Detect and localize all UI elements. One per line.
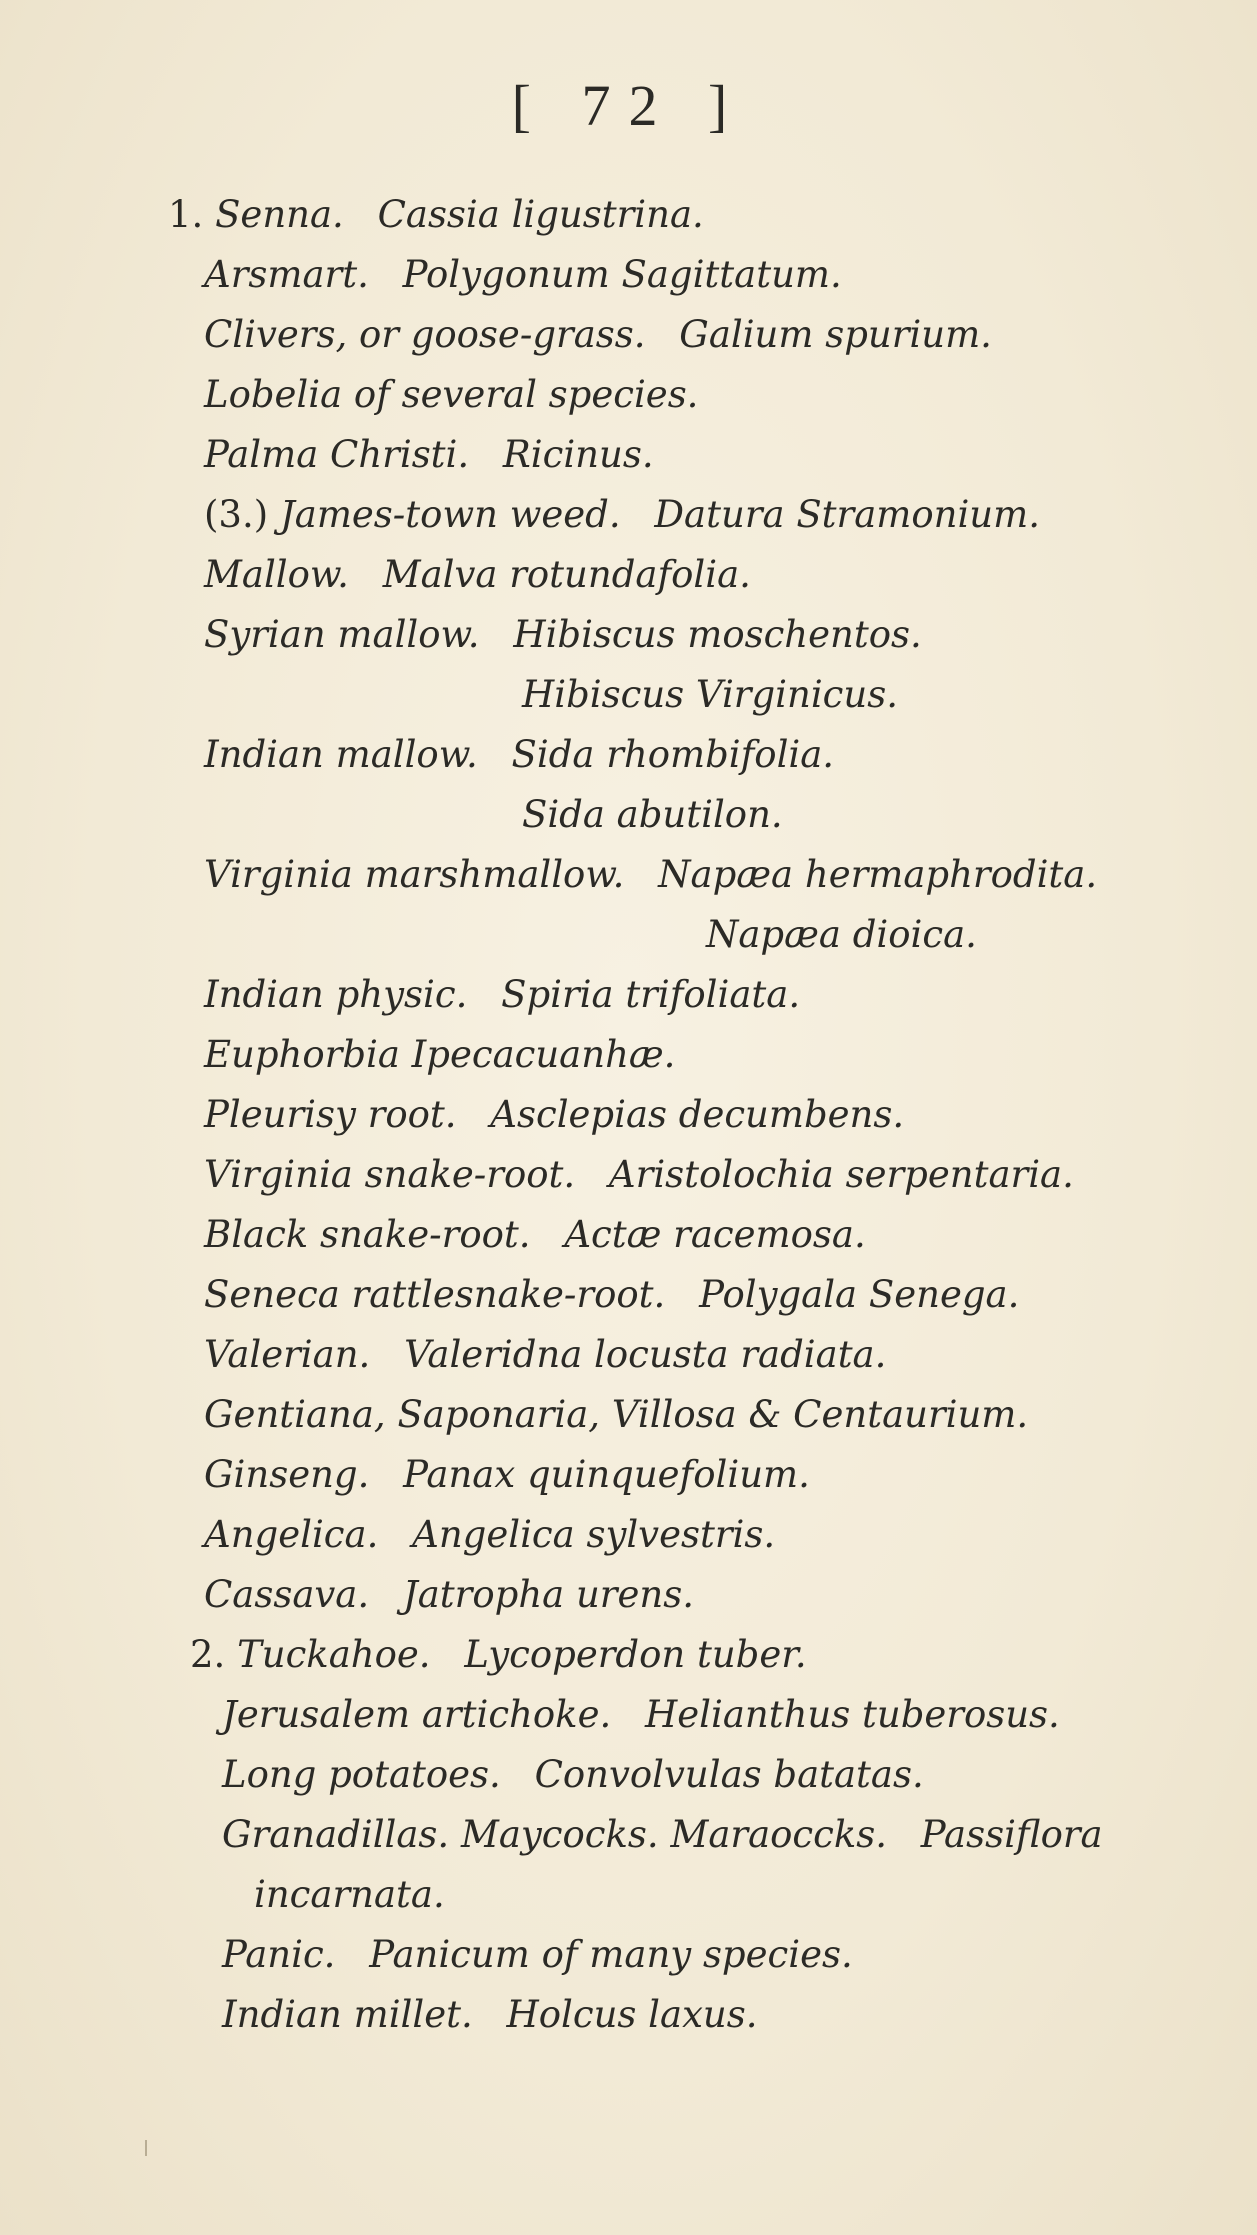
latin-name: Convolvulas batatas. bbox=[534, 1753, 924, 1796]
latin-name: Ricinus. bbox=[502, 433, 654, 476]
list-item bbox=[222, 1813, 1103, 1856]
list-item bbox=[222, 1993, 758, 2036]
common-name: Euphorbia Ipecacuanhæ. bbox=[204, 1033, 676, 1076]
common-name: Pleurisy root. bbox=[204, 1093, 457, 1136]
common-name: Virginia marshmallow. bbox=[204, 853, 625, 896]
latin-name: Sida rhombifolia. bbox=[511, 733, 835, 776]
latin-name: Asclepias decumbens. bbox=[490, 1093, 905, 1136]
latin-name: Malva rotundafolia. bbox=[382, 553, 751, 596]
section-number: (3.) bbox=[204, 493, 269, 536]
page-number: [ 72 ] bbox=[511, 73, 746, 138]
section-number: 2. bbox=[190, 1633, 226, 1676]
list-item bbox=[204, 1213, 866, 1256]
common-name: Ginseng. bbox=[204, 1453, 370, 1496]
latin-name: incarnata. bbox=[254, 1873, 445, 1916]
common-name: Cassava. bbox=[204, 1573, 370, 1616]
common-name: Valerian. bbox=[204, 1333, 371, 1376]
latin-name: Datura Stramonium. bbox=[654, 493, 1040, 536]
latin-name: Galium spurium. bbox=[679, 313, 992, 356]
list-item bbox=[706, 913, 977, 956]
latin-name: Spiria trifoliata. bbox=[501, 973, 801, 1016]
list-item bbox=[204, 553, 751, 596]
latin-name: Panax quinquefolium. bbox=[403, 1453, 810, 1496]
latin-name: Napæa dioica. bbox=[706, 913, 977, 956]
common-name: Granadillas. Maycocks. Maraoccks. bbox=[222, 1813, 888, 1856]
list-item bbox=[204, 373, 699, 416]
latin-name: Helianthus tuberosus. bbox=[645, 1693, 1060, 1736]
common-name: James-town weed. bbox=[279, 493, 621, 536]
latin-name: Hibiscus moschentos. bbox=[513, 613, 922, 656]
list-item bbox=[204, 1093, 905, 1136]
list-item bbox=[204, 433, 654, 476]
list-item bbox=[204, 1393, 1029, 1436]
list-item bbox=[222, 1753, 924, 1796]
list-item bbox=[204, 853, 1098, 896]
common-name: Indian millet. bbox=[222, 1993, 473, 2036]
common-name: Tuckahoe. bbox=[237, 1633, 431, 1676]
list-item bbox=[204, 1153, 1074, 1196]
common-name: Black snake-root. bbox=[204, 1213, 531, 1256]
common-name: Senna. bbox=[215, 193, 344, 236]
list-item bbox=[204, 973, 801, 1016]
list-item bbox=[222, 1693, 1060, 1736]
latin-name: Holcus laxus. bbox=[506, 1993, 758, 2036]
list-item bbox=[168, 193, 704, 236]
list-item bbox=[522, 673, 898, 716]
latin-name: Passiflora bbox=[920, 1813, 1103, 1856]
list-item bbox=[204, 1333, 887, 1376]
latin-name: Sida abutilon. bbox=[522, 793, 783, 836]
common-name: Panic. bbox=[222, 1933, 336, 1976]
common-name: Gentiana, Saponaria, Villosa & Centaurium. bbox=[204, 1393, 1029, 1436]
list-item bbox=[204, 1513, 776, 1556]
list-item bbox=[204, 253, 842, 296]
common-name: Indian mallow. bbox=[204, 733, 478, 776]
latin-name: Actæ racemosa. bbox=[564, 1213, 866, 1256]
latin-name: Angelica sylvestris. bbox=[412, 1513, 776, 1556]
common-name: Long potatoes. bbox=[222, 1753, 501, 1796]
latin-name: Hibiscus Virginicus. bbox=[522, 673, 898, 716]
list-item bbox=[254, 1873, 445, 1916]
list-item bbox=[204, 1453, 810, 1496]
common-name: Mallow. bbox=[204, 553, 349, 596]
list-item bbox=[204, 1033, 676, 1076]
latin-name: Polygonum Sagittatum. bbox=[402, 253, 842, 296]
common-name: Indian physic. bbox=[204, 973, 468, 1016]
list-item bbox=[204, 733, 835, 776]
common-name: Arsmart. bbox=[204, 253, 369, 296]
list-item bbox=[204, 313, 992, 356]
common-name: Palma Christi. bbox=[204, 433, 470, 476]
latin-name: Aristolochia serpentaria. bbox=[608, 1153, 1074, 1196]
list-item bbox=[204, 1573, 694, 1616]
list-item bbox=[222, 1933, 853, 1976]
list-item bbox=[204, 613, 922, 656]
list-item bbox=[190, 1633, 807, 1676]
latin-name: Polygala Senega. bbox=[699, 1273, 1020, 1316]
list-item bbox=[522, 793, 783, 836]
common-name: Clivers, or goose-grass. bbox=[204, 313, 646, 356]
common-name: Lobelia of several species. bbox=[204, 373, 699, 416]
latin-name: Cassia ligustrina. bbox=[377, 193, 704, 236]
common-name: Jerusalem artichoke. bbox=[222, 1693, 612, 1736]
latin-name: Lycoperdon tuber. bbox=[464, 1633, 807, 1676]
section-number: 1. bbox=[168, 193, 204, 236]
latin-name: Panicum of many species. bbox=[369, 1933, 853, 1976]
list-item bbox=[204, 1273, 1020, 1316]
latin-name: Napæa hermaphrodita. bbox=[658, 853, 1098, 896]
list-item bbox=[204, 493, 1040, 536]
common-name: Syrian mallow. bbox=[204, 613, 480, 656]
common-name: Virginia snake-root. bbox=[204, 1153, 576, 1196]
common-name: Angelica. bbox=[204, 1513, 379, 1556]
paper-mark bbox=[145, 2140, 147, 2156]
latin-name: Jatropha urens. bbox=[402, 1573, 694, 1616]
common-name: Seneca rattlesnake-root. bbox=[204, 1273, 666, 1316]
latin-name: Valeridna locusta radiata. bbox=[404, 1333, 887, 1376]
